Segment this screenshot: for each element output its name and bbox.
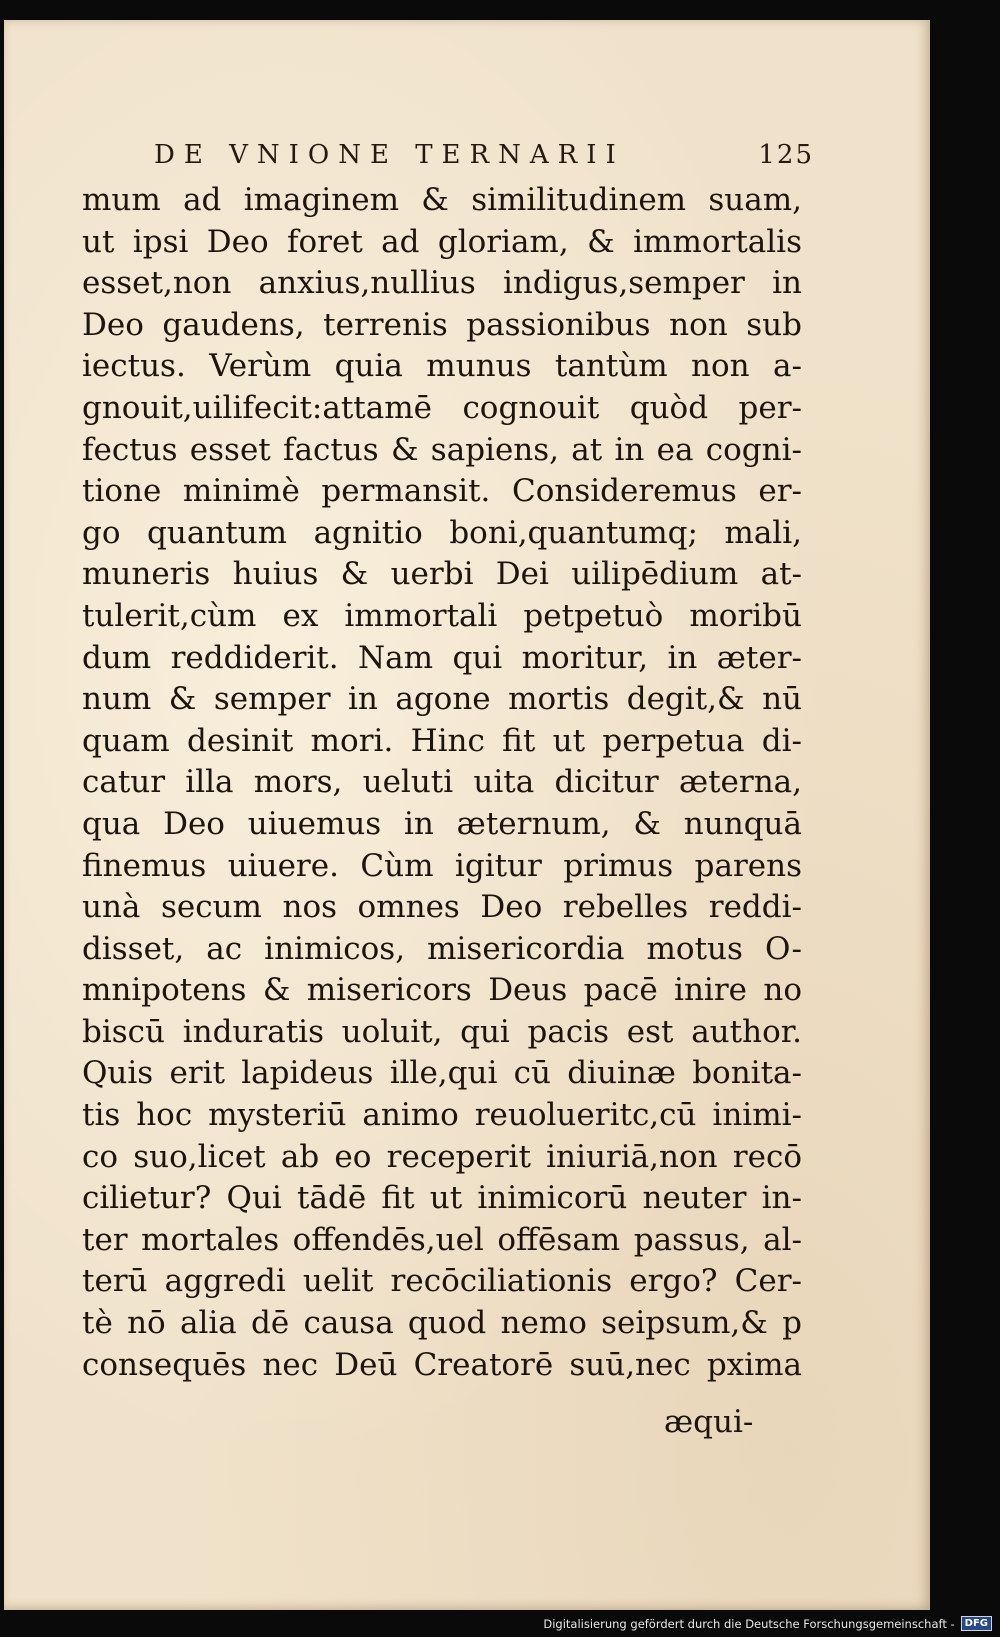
text-line: cilietur? Qui tādē fit ut inimicorū neuter in- (82, 1180, 802, 1217)
text-line: ut ipsi Deo foret ad gloriam, & immortalis (82, 223, 802, 260)
dfg-logo-icon: DFG (961, 1616, 992, 1631)
text-line: tulerit,cùm ex immortali petpetuò moribū (82, 597, 802, 634)
text-line: ter mortales offendēs,uel offēsam passus, al- (82, 1221, 802, 1258)
text-line: tè nō alia dē causa quod nemo seipsum,& p (82, 1305, 802, 1342)
text-line: Quis erit lapideus ille,qui cū diuinæ bonita- (82, 1055, 802, 1092)
text-line: tione minimè permansit. Consideremus er- (82, 473, 802, 510)
text-line: mum ad imaginem & similitudinem suam, (82, 182, 802, 218)
text-line: fectus esset factus & sapiens, at in ea cogni- (82, 431, 802, 468)
text-line: dum reddiderit. Nam qui moritur, in æter- (82, 639, 802, 676)
credit-text: Digitalisierung gefördert durch die Deutsche Forschungsgemeinschaft - (543, 1616, 955, 1631)
text-line: esset,non anxius,nullius indigus,semper in (82, 265, 802, 302)
text-line: consequēs nec Deū Creatorē suū,nec pxima (82, 1346, 802, 1383)
text-line: muneris huius & uerbi Dei uilipēdium at- (82, 556, 802, 593)
text-line: num & semper in agone mortis degit,& nū (82, 681, 802, 718)
text-line: quam desinit mori. Hinc fit ut perpetua di- (82, 722, 802, 759)
book-page (4, 20, 930, 1610)
text-line: finemus uiuere. Cùm igitur primus parens (82, 847, 802, 884)
running-head (154, 140, 814, 170)
text-line: mnipotens & misericors Deus pacē inire no (82, 972, 802, 1009)
page-number: 125 (758, 140, 814, 170)
digitization-credit (543, 1616, 992, 1631)
body-text (82, 180, 802, 1386)
text-line: qua Deo uiuemus in æternum, & nunquā (82, 805, 802, 842)
text-line: go quantum agnitio boni,quantumq; mali, (82, 514, 802, 551)
catchword: æqui- (664, 1404, 754, 1440)
text-line: tis hoc mysteriū animo reuolueritc,cū inimi- (82, 1097, 802, 1134)
text-line: disset, ac inimicos, misericordia motus O- (82, 930, 802, 967)
text-line: terū aggredi uelit recōciliationis ergo? Cer- (82, 1263, 802, 1300)
text-line: iectus. Verùm quia munus tantùm non a- (82, 348, 802, 385)
text-line: unà secum nos omnes Deo rebelles reddi- (82, 889, 802, 926)
text-line: Deo gaudens, terrenis passionibus non sub (82, 306, 802, 343)
text-line: gnouit,uilifecit:attamē cognouit quòd per- (82, 389, 802, 426)
text-line: catur illa mors, ueluti uita dicitur æterna, (82, 764, 802, 801)
text-line: biscū induratis uoluit, qui pacis est author. (82, 1013, 802, 1050)
running-title: DE VNIONE TERNARII (154, 140, 625, 170)
text-line: co suo,licet ab eo receperit iniuriā,non recō (82, 1138, 802, 1175)
